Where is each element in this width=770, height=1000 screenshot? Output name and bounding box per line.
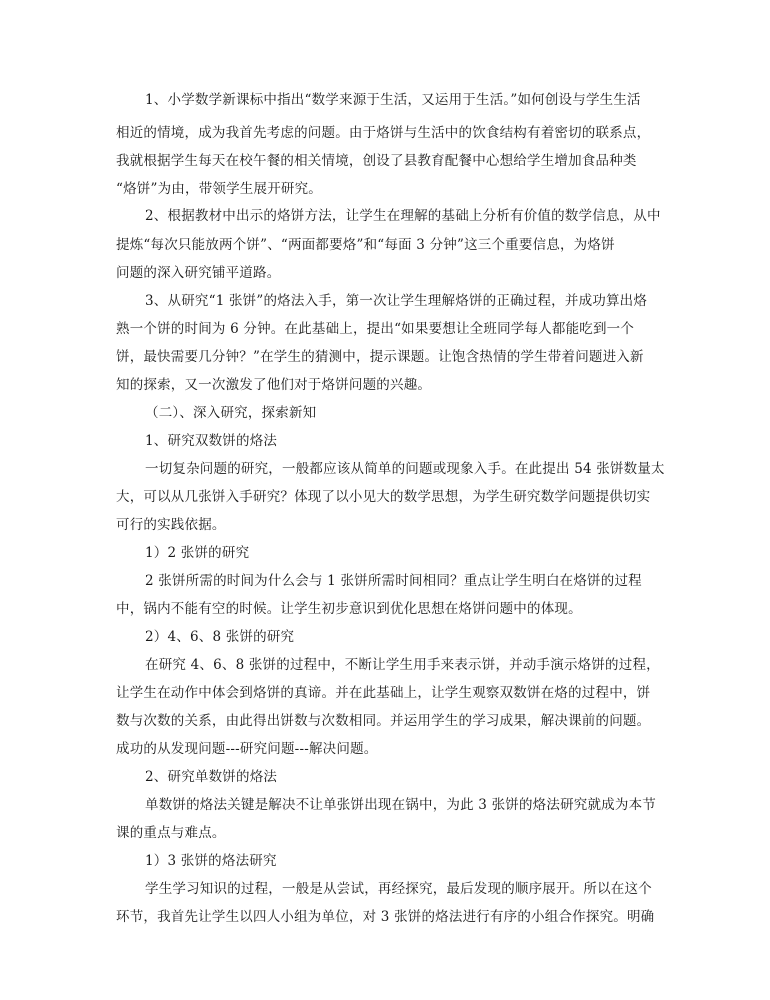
paragraph-line: 大，可以从几张饼入手研究？体现了以小见大的数学思想，为学生研究数学问题提供切实 [116,489,651,505]
subsection-heading: 2、研究单数饼的烙法 [145,769,278,785]
paragraph-line: 环节，我首先让学生以四人小组为单位，对 3 张饼的烙法进行有序的小组合作探究。明确 [116,909,655,925]
subsection-heading: 1）3 张饼的烙法研究 [145,853,277,869]
paragraph-line: 熟一个饼的时间为 6 分钟。在此基础上，提出“如果要想让全班同学每人都能吃到一个 [116,321,635,337]
paragraph-line: 学生学习知识的过程，一般是从尝试，再经探究，最后发现的顺序展开。所以在这个 [145,881,652,897]
paragraph-line: 2 张饼所需的时间为什么会与 1 张饼所需时间相同？重点让学生明白在烙饼的过程 [145,573,642,589]
paragraph-line: 课的重点与难点。 [116,825,226,841]
paragraph-line: 3、从研究“1 张饼”的烙法入手，第一次让学生理解烙饼的正确过程，并成功算出烙 [145,293,648,309]
paragraph-line: 我就根据学生每天在校午餐的相关情境，创设了县教育配餐中心想给学生增加食品种类 [116,153,637,169]
paragraph-line: 数与次数的关系，由此得出饼数与次数相同。并运用学生的学习成果，解决课前的问题。 [116,713,651,729]
paragraph-line: 可行的实践依据。 [116,517,226,533]
paragraph-line: “烙饼”为由，带领学生展开研究。 [116,181,323,197]
paragraph-line: 问题的深入研究铺平道路。 [116,265,281,281]
paragraph-line: 单数饼的烙法关键是解决不让单张饼出现在锅中，为此 3 张饼的烙法研究就成为本节 [145,797,656,813]
subsection-heading: 2）4、6、8 张饼的研究 [145,629,295,645]
paragraph-line: 一切复杂问题的研究，一般都应该从简单的问题或现象入手。在此提出 54 张饼数量太 [145,461,665,477]
paragraph-line: 2、根据教材中出示的烙饼方法，让学生在理解的基础上分析有价值的数学信息，从中 [145,208,661,224]
paragraph-line: 提炼“每次只能放两个饼”、“两面都要烙”和“每面 3 分钟”这三个重要信息，为烙饼 [116,237,615,253]
paragraph-line: 让学生在动作中体会到烙饼的真谛。并在此基础上，让学生观察双数饼在烙的过程中，饼 [116,685,651,701]
paragraph-line: 在研究 4、6、8 张饼的过程中，不断让学生用手来表示饼，并动手演示烙饼的过程， [145,657,660,673]
section-heading: （二）、深入研究，探索新知 [145,405,317,421]
paragraph-line: 成功的从发现问题---研究问题---解决问题。 [116,741,378,757]
paragraph-line: 1、小学数学新课标中指出“数学来源于生活，又运用于生活。”如何创设与学生生活 [145,92,641,108]
paragraph-line: 中，锅内不能有空的时候。让学生初步意识到优化思想在烙饼问题中的体现。 [116,601,582,617]
subsection-heading: 1）2 张饼的研究 [145,545,250,561]
paragraph-line: 饼，最快需要几分钟？”在学生的猜测中，提示课题。让饱含热情的学生带着问题进入新 [116,349,644,365]
paragraph-line: 知的探索，又一次激发了他们对于烙饼问题的兴趣。 [116,377,432,393]
paragraph-line: 相近的情境，成为我首先考虑的问题。由于烙饼与生活中的饮食结构有着密切的联系点， [116,125,651,141]
subsection-heading: 1、研究双数饼的烙法 [145,433,278,449]
